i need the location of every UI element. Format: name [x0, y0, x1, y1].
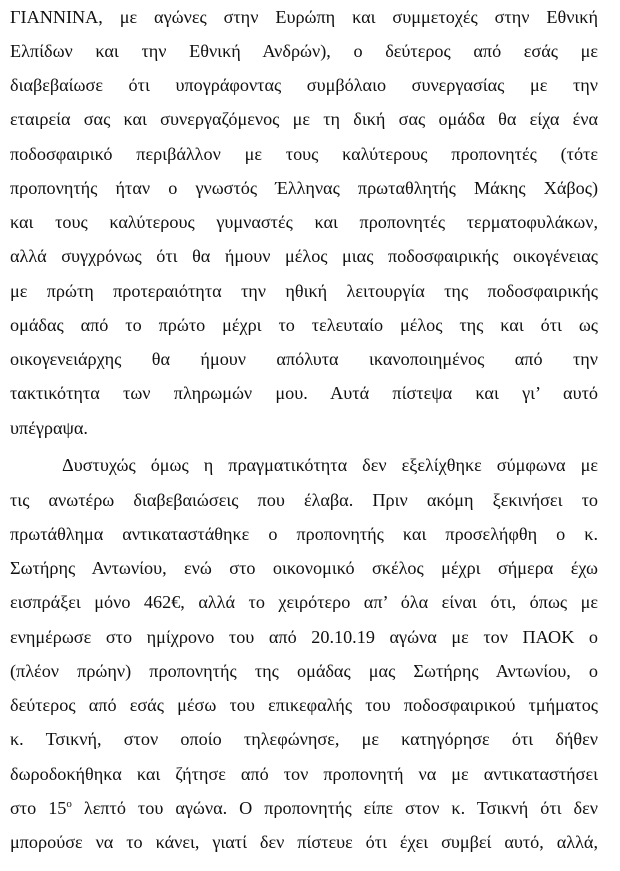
text-line: προπονητής ήταν ο γνωστός Έλληνας πρωταθλητής Μάκης Χάβος): [10, 178, 598, 198]
text-line: υπέγραψα.: [10, 418, 88, 438]
ordinal-superscript: ο: [66, 798, 72, 810]
text-line: ΓΙΑΝΝΙΝΑ, με αγώνες στην Ευρώπη και συμμετοχές στην Εθνική: [10, 7, 598, 27]
text-line: πρωτάθλημα αντικαταστάθηκε ο προπονητής και προσελήφθη ο κ.: [10, 524, 598, 544]
text-line: ομάδας από το πρώτο μέχρι το τελευταίο μέλος της και ότι ως: [10, 315, 598, 335]
text-line: αλλά συγχρόνως ότι θα ήμουν μέλος μιας ποδοσφαιρικής οικογένειας: [10, 246, 598, 266]
text-line: Δυστυχώς όμως η πραγματικότητα δεν εξελίχθηκε σύμφωνα με: [62, 455, 598, 475]
text-line: τις ανωτέρω διαβεβαιώσεις που έλαβα. Πριν ακόμη ξεκινήσει το: [10, 490, 598, 510]
text-line: (πλέον πρώην) προπονητής της ομάδας μας Σωτήρης Αντωνίου, ο: [10, 661, 598, 681]
text-line: ενημέρωσε στο ημίχρονο του από 20.10.19 αγώνα με τον ΠΑΟΚ ο: [10, 627, 598, 647]
text-line: ποδοσφαιρικό περιβάλλον με τους καλύτερους προπονητές (τότε: [10, 144, 598, 164]
text-line: δωροδοκήθηκα και ζήτησε από τον προπονητή να με αντικαταστήσει: [10, 764, 598, 784]
text-segment: στο 15: [10, 798, 67, 818]
text-line: Σωτήρης Αντωνίου, ενώ στο οικονομικό σκέλος μέχρι σήμερα έχω: [10, 558, 598, 578]
text-line: εισπράξει μόνο 462€, αλλά το χειρότερο απ’ όλα είναι ότι, όπως με: [10, 592, 598, 612]
text-line: [10, 791, 598, 825]
text-line: και τους καλύτερους γυμναστές και προπονητές τερματοφυλάκων,: [10, 212, 598, 232]
text-line: κ. Τσικνή, στον οποίο τηλεφώνησε, με κατηγόρησε ότι δήθεν: [10, 729, 598, 749]
text-line: οικογενειάρχης θα ήμουν απόλυτα ικανοποιημένος από την: [10, 349, 598, 369]
text-line: εταιρεία σας και συνεργαζόμενος με τη δική σας ομάδα θα είχα ένα: [10, 109, 598, 129]
text-line: Ελπίδων και την Εθνική Ανδρών), ο δεύτερος από εσάς με: [10, 41, 598, 61]
text-line: με πρώτη προτεραιότητα την ηθική λειτουργία της ποδοσφαιρικής: [10, 281, 598, 301]
text-line: διαβεβαίωσε ότι υπογράφοντας συμβόλαιο συνεργασίας με την: [10, 75, 598, 95]
text-line: τακτικότητα των πληρωμών μου. Αυτά πίστεψα και γι’ αυτό: [10, 383, 598, 403]
text-segment: λεπτό του αγώνα. Ο προπονητής είπε στον κ. Τσικνή ότι δεν: [71, 798, 598, 818]
text-line: μπορούσε να το κάνει, γιατί δεν πίστευε ότι έχει συμβεί αυτό, αλλά,: [10, 832, 598, 852]
text-line: δεύτερος από εσάς μέσω του επικεφαλής του ποδοσφαιρικού τμήματος: [10, 695, 598, 715]
